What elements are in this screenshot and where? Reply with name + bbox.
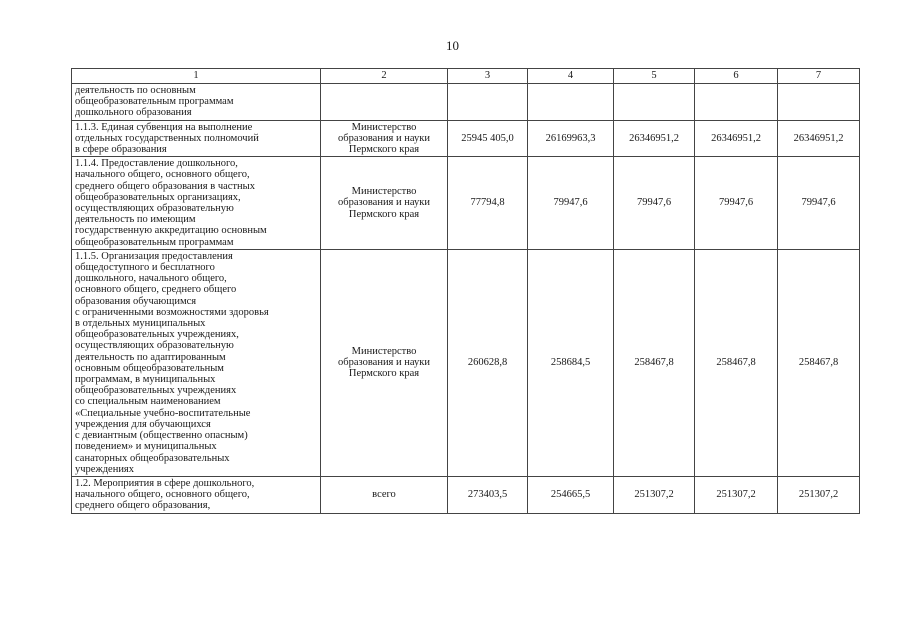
value-cell xyxy=(448,84,528,121)
row-name-line: общеобразовательным программам xyxy=(75,96,234,108)
row-name-line: дошкольного, начального общего, xyxy=(75,273,227,285)
row-name-line: осуществляющих образовательную xyxy=(75,340,234,352)
value-cell: 260628,8 xyxy=(448,249,528,476)
row-name-cell xyxy=(72,120,321,157)
header-cell: 2 xyxy=(321,69,448,84)
table-row xyxy=(72,84,860,121)
row-name-cell xyxy=(72,157,321,250)
value-cell: 26346951,2 xyxy=(695,120,778,157)
row-name-line: 1.2. Мероприятия в сфере дошкольного, xyxy=(75,477,255,489)
header-cell: 4 xyxy=(528,69,614,84)
value-cell xyxy=(695,84,778,121)
department-line: образования и науки xyxy=(338,357,430,369)
department-cell xyxy=(321,157,448,250)
header-cell: 5 xyxy=(614,69,695,84)
department-cell xyxy=(321,249,448,476)
row-name-line: программам, в муниципальных xyxy=(75,374,216,386)
row-name-line: среднего общего образования, xyxy=(75,500,211,512)
department-line: всего xyxy=(372,489,396,501)
value-cell xyxy=(614,84,695,121)
table-row xyxy=(72,157,860,250)
value-cell: 26346951,2 xyxy=(778,120,860,157)
page-number: 10 xyxy=(446,38,459,53)
row-name-line: деятельность по имеющим xyxy=(75,214,196,226)
value-cell: 251307,2 xyxy=(778,476,860,513)
row-name-line: со специальным наименованием xyxy=(75,396,221,408)
table-row xyxy=(72,476,860,513)
row-name-cell xyxy=(72,84,321,121)
row-name-cell xyxy=(72,476,321,513)
row-name-line: 1.1.4. Предоставление дошкольного, xyxy=(75,158,238,170)
department-line: Министерство xyxy=(351,121,417,133)
header-cell: 6 xyxy=(695,69,778,84)
row-name-line: 1.1.5. Организация предоставления xyxy=(75,250,233,262)
value-cell xyxy=(778,84,860,121)
row-name-line: деятельность по основным xyxy=(75,85,196,96)
row-name-line: 1.1.3. Единая субвенция на выполнение xyxy=(75,121,253,133)
row-name-line: дошкольного образования xyxy=(75,107,192,119)
header-cell: 3 xyxy=(448,69,528,84)
value-cell: 258467,8 xyxy=(778,249,860,476)
value-cell: 273403,5 xyxy=(448,476,528,513)
department-cell xyxy=(321,120,448,157)
row-name-line: отдельных государственных полномочий xyxy=(75,132,259,144)
department-line: образования и науки xyxy=(338,197,430,209)
row-name-cell xyxy=(72,249,321,476)
department-cell xyxy=(321,84,448,121)
value-cell: 254665,5 xyxy=(528,476,614,513)
budget-table xyxy=(71,68,860,514)
value-cell xyxy=(528,84,614,121)
row-name-line: общеобразовательным программам xyxy=(75,236,234,248)
value-cell: 26346951,2 xyxy=(614,120,695,157)
department-cell xyxy=(321,476,448,513)
header-cell: 1 xyxy=(72,69,321,84)
department-line: Пермского края xyxy=(348,368,420,380)
header-cell: 7 xyxy=(778,69,860,84)
value-cell: 251307,2 xyxy=(695,476,778,513)
row-name-line: в сфере образования xyxy=(75,144,167,156)
value-cell: 258467,8 xyxy=(695,249,778,476)
value-cell: 79947,6 xyxy=(528,157,614,250)
value-cell: 258467,8 xyxy=(614,249,695,476)
department-line: Министерство xyxy=(351,186,417,198)
row-name-line: общеобразовательных учреждениях, xyxy=(75,329,239,341)
value-cell: 26169963,3 xyxy=(528,120,614,157)
row-name-line: образования обучающимся xyxy=(75,295,197,307)
row-name-line: начального общего, основного общего, xyxy=(75,489,250,501)
row-name-line: в отдельных муниципальных xyxy=(75,318,206,330)
department-line: образования и науки xyxy=(338,132,430,144)
row-name-line: учреждения для обучающихся xyxy=(75,418,211,430)
department-line: Пермского края xyxy=(348,208,420,220)
value-cell: 251307,2 xyxy=(614,476,695,513)
row-name-line: с ограниченными возможностями здоровья xyxy=(75,306,269,318)
row-name-line: основного общего, среднего общего xyxy=(75,284,237,296)
value-cell: 79947,6 xyxy=(614,157,695,250)
row-name-line: общеобразовательных организациях, xyxy=(75,191,241,203)
row-name-line: учреждениях xyxy=(75,463,135,475)
row-name-line: общедоступного и бесплатного xyxy=(75,262,215,274)
header-row xyxy=(72,69,860,84)
value-cell: 79947,6 xyxy=(695,157,778,250)
value-cell: 79947,6 xyxy=(778,157,860,250)
row-name-line: деятельность по адаптированным xyxy=(75,351,226,363)
value-cell: 77794,8 xyxy=(448,157,528,250)
value-cell: 25945 405,0 xyxy=(448,120,528,157)
value-cell: 258684,5 xyxy=(528,249,614,476)
table-row xyxy=(72,120,860,157)
row-name-line: с девиантным (общественно опасным) xyxy=(75,430,248,442)
department-line: Пермского края xyxy=(348,144,420,156)
row-name-line: общеобразовательных учреждениях xyxy=(75,385,237,397)
row-name-line: санаторных общеобразовательных xyxy=(75,452,230,464)
row-name-line: осуществляющих образовательную xyxy=(75,203,234,215)
row-name-line: начального общего, основного общего, xyxy=(75,169,250,181)
row-name-line: основным общеобразовательным xyxy=(75,362,224,374)
row-name-line: поведением» и муниципальных xyxy=(75,441,217,453)
row-name-line: государственную аккредитацию основным xyxy=(75,225,267,237)
table-row xyxy=(72,249,860,476)
row-name-line: среднего общего образования в частных xyxy=(75,180,255,192)
department-line: Министерство xyxy=(351,346,417,358)
row-name-line: «Специальные учебно-воспитательные xyxy=(75,407,251,419)
